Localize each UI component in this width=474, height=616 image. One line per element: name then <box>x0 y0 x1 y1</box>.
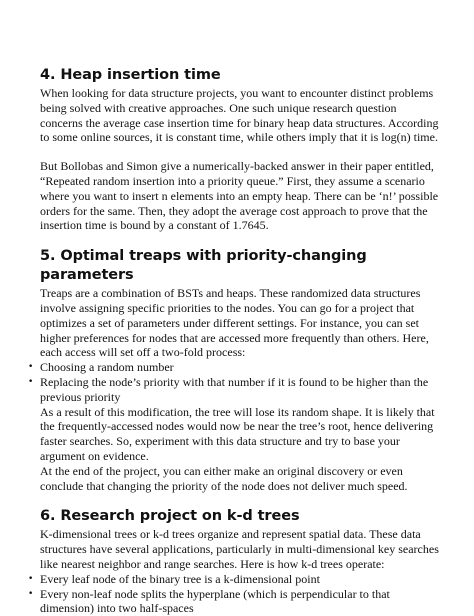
section-heading-kd-trees: 6. Research project on k-d trees <box>40 508 300 525</box>
bullet-list <box>28 360 440 404</box>
paragraph: But Bollobas and Simon give a numerically-backed answer in their paper entitled, “Repeated random insertion into a priority queue.” First, they assume a scenario where you want to insert n elements into an empty heap. There can be ‘n!’ possible orders for the same. Then, they adopt the average cost approach to prove that the insertion time is bound by a constant of 1.7645. <box>40 159 439 233</box>
bullet-icon: • <box>28 376 34 387</box>
paragraph: As a result of this modification, the tree will lose its random shape. It is likely that the frequently-accessed nodes would now be near the tree’s root, hence delivering faster searches. So, experiment with this data structure and try to base your argument on evidence. <box>40 404 435 463</box>
bullet-list <box>28 571 440 616</box>
section-heading-optimal-treaps: 5. Optimal treaps with priority-changing parameters <box>40 248 367 284</box>
document-page <box>28 66 440 616</box>
paragraph: K-dimensional trees or k-d trees organize and represent spatial data. These data structures have several applications, particularly in multi-dimensional key searches like nearest neighbor and range searches. Here is how k-d trees operate: <box>40 527 439 571</box>
paragraph: When looking for data structure projects, you want to encounter distinct problems being solved with creative approaches. One such unique research question concerns the average case insertion time for binary heap data structures. According to some online sources, it is constant time, while others imply that it is log(n) time. <box>40 86 439 145</box>
bullet-icon: • <box>28 362 34 373</box>
bullet-icon: • <box>28 573 34 584</box>
bullet-icon: • <box>28 588 34 599</box>
section-heading-heap-insertion-time: 4. Heap insertion time <box>40 67 221 83</box>
list-item: • Choosing a random number <box>28 360 174 375</box>
list-item: • Every leaf node of the binary tree is a k-dimensional point <box>28 571 320 586</box>
list-item: • Every non-leaf node splits the hyperplane (which is perpendicular to that dimension) into two half-spaces <box>28 586 390 616</box>
paragraph: Treaps are a combination of BSTs and heaps. These randomized data structures involve assigning specific priorities to the nodes. You can go for a project that optimizes a set of parameters under different settings. For instance, you can set higher preferences for nodes that are accessed more frequently than others. Here, each access will set off a two-fold process: <box>40 286 429 360</box>
paragraph: At the end of the project, you can either make an original discovery or even conclude that changing the priority of the node does not deliver much speed. <box>40 463 408 493</box>
list-item: • Replacing the node’s priority with that number if it is found to be higher than the previous priority <box>28 374 429 404</box>
